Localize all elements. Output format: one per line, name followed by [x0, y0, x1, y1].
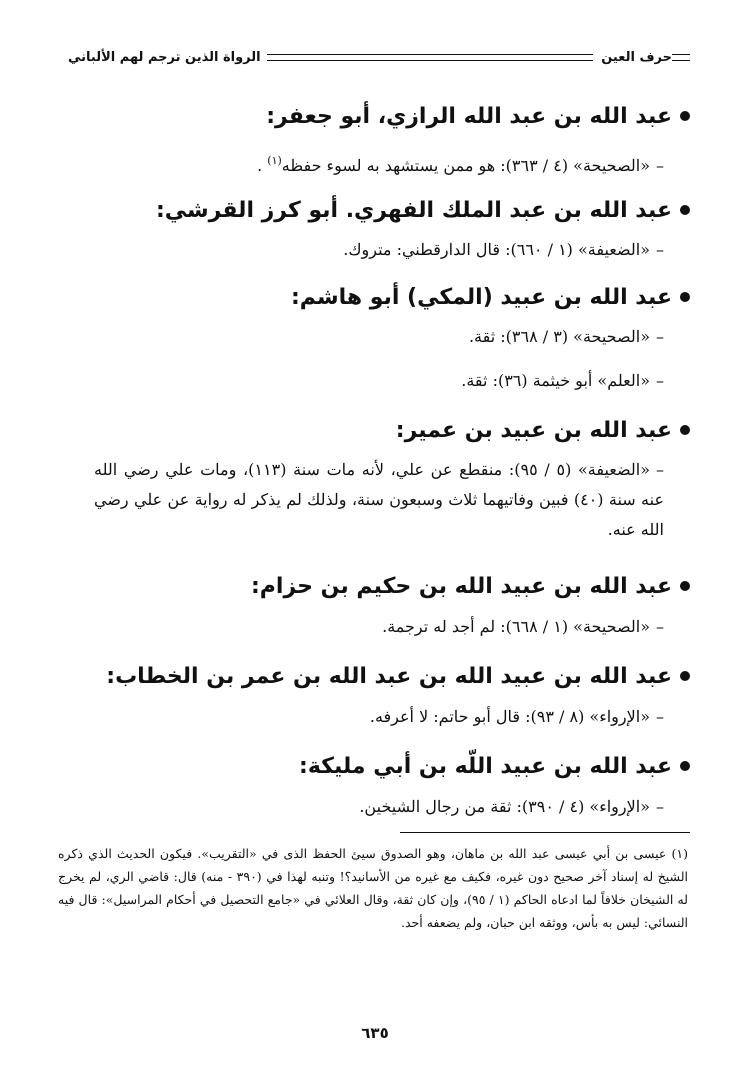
- entry-title: عبد الله بن عبيد اللّه بن أبي مليكة:: [299, 754, 672, 779]
- entry-title: عبد الله بن عبيد (المكي) أبو هاشم:: [290, 285, 672, 310]
- footnote-divider: [400, 832, 690, 833]
- entry-heading: [60, 196, 690, 226]
- header-chapter: حرف العين: [601, 49, 672, 65]
- footnote-ref: (١): [267, 154, 282, 167]
- entry-title: عبد الله بن عبد الملك الفهري. أبو كرز القرشي:: [155, 198, 672, 223]
- bullet-icon: [680, 671, 690, 681]
- entry-heading: [60, 102, 690, 132]
- source-line: –«الإرواء» (٨ / ٩٣): قال أبو حاتم: لا أعرفه.: [369, 707, 664, 726]
- footnote: (١) عيسى بن أبي عيسى عبد الله بن ماهان، وهو الصدوق سيئ الحفظ الذى في «التقريب». فيكون الحديث الذي ذكره الشيخ له إسناد آخر صحيح دون غيره، فكيف مع غيره من الأسانيد؟! وتنبه لهذا في (٣٩٠ - منه) قال: قاضي الري، لم يخرج له الشيخان خلافاً لما ادعاه الحاكم (١ / ٩٥)، وإن كان ثقة، وقال العلائي في «جامع التحصيل في أحكام المراسيل»: قال فيه النسائي: ليس به بأس، ووثقه ابن حبان، ولم يضعفه أحد.: [58, 846, 688, 930]
- bullet-icon: [680, 205, 690, 215]
- entry-title: عبد الله بن عبيد الله بن عبد الله بن عمر بن الخطاب:: [106, 664, 672, 689]
- source-text: «الإرواء» (٨ / ٩٣): قال أبو حاتم: لا أعرفه.: [369, 707, 650, 726]
- source-text: «الصحيحة» (١ / ٦٦٨): لم أجد له ترجمة.: [382, 617, 650, 636]
- entry-title: عبد الله بن عبيد بن عمير:: [395, 418, 672, 443]
- bullet-icon: [680, 761, 690, 771]
- entry-heading: [60, 283, 690, 313]
- source-line: –«الصحيحة» (١ / ٦٦٨): لم أجد له ترجمة.: [382, 617, 664, 636]
- source-line: –«الصحيحة» (٤ / ٣٦٣): هو ممن يستشهد به لسوء حفظه$^{(١)}$ .: [257, 154, 664, 175]
- source-text: «العلم» أبو خيثمة (٣٦): ثقة.: [461, 371, 650, 390]
- entry-heading: [60, 662, 690, 692]
- source-text: «الصحيحة» (٤ / ٣٦٣): هو ممن يستشهد به لسوء حفظه: [281, 156, 650, 175]
- source-line: –«العلم» أبو خيثمة (٣٦): ثقة.: [461, 371, 664, 390]
- source-line: –«الضعيفة» (١ / ٦٦٠): قال الدارقطني: متروك.: [343, 240, 664, 259]
- source-text: «الضعيفة» (١ / ٦٦٠): قال الدارقطني: متروك.: [343, 240, 650, 259]
- page-number: ٦٣٥: [361, 1024, 389, 1042]
- header-book-title: الرواة الذين ترجم لهم الألباني: [68, 49, 261, 65]
- source-text: «الإرواء» (٤ / ٣٩٠): ثقة من رجال الشيخين.: [359, 797, 650, 816]
- bullet-icon: [680, 111, 690, 121]
- header-rule: [267, 54, 594, 61]
- source-line: –«الإرواء» (٤ / ٣٩٠): ثقة من رجال الشيخين.: [359, 797, 664, 816]
- entry-title: عبد الله بن عبيد الله بن حكيم بن حزام:: [251, 574, 672, 599]
- source-paragraph: –«الضعيفة» (٥ / ٩٥): منقطع عن علي، لأنه مات سنة (١١٣)، ومات علي رضي الله عنه سنة (٤٠) فبين وفاتيهما ثلاث وسبعون سنة، ولذلك لم يذكر له رواية عن علي رضي الله عنه.: [94, 460, 664, 539]
- entry-title: عبد الله بن عبد الله الرازي، أبو جعفر:: [266, 104, 672, 129]
- bullet-icon: [680, 581, 690, 591]
- source-line: –«الصحيحة» (٣ / ٣٦٨): ثقة.: [468, 327, 664, 346]
- bullet-icon: [680, 292, 690, 302]
- source-text: «الضعيفة» (٥ / ٩٥): منقطع عن علي، لأنه مات سنة (١١٣)، ومات علي رضي الله عنه سنة (٤٠) فبين وفاتيهما ثلاث وسبعون سنة، ولذلك لم يذكر له رواية عن علي رضي الله عنه.: [94, 460, 664, 539]
- entry-heading: [60, 572, 690, 602]
- entry-heading: [60, 752, 690, 782]
- header-rule-short: [672, 54, 690, 61]
- running-header: [62, 42, 690, 72]
- bullet-icon: [680, 425, 690, 435]
- source-text: «الصحيحة» (٣ / ٣٦٨): ثقة.: [468, 327, 650, 346]
- entry-heading: [60, 416, 690, 446]
